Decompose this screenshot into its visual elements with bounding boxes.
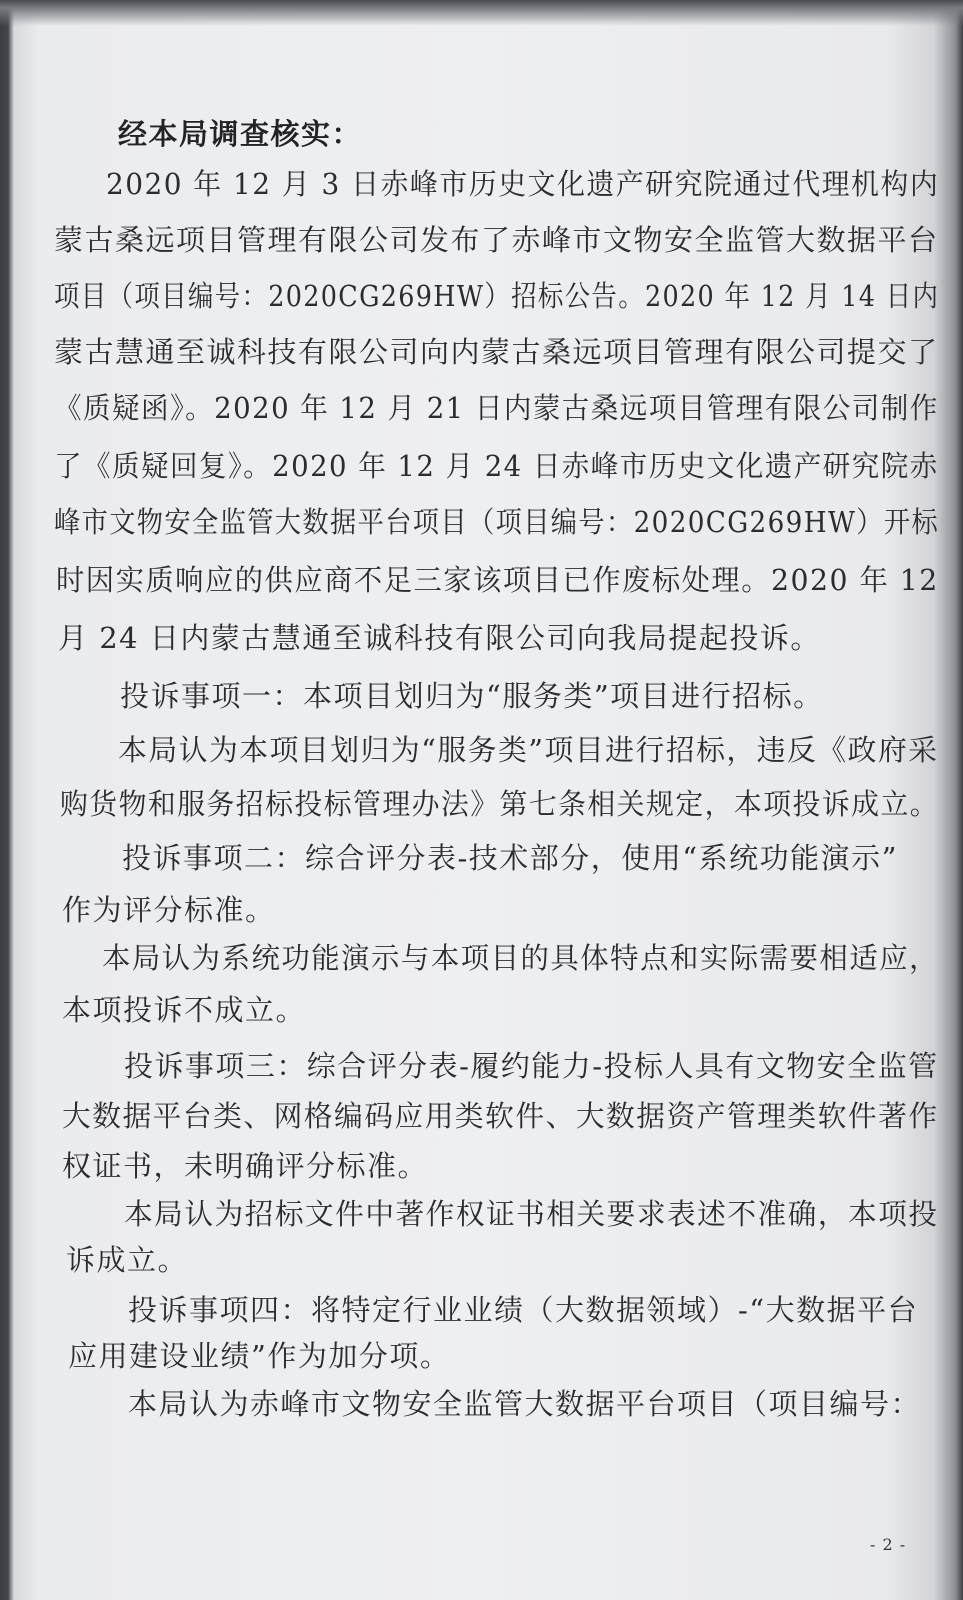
paragraph-line: 购货物和服务招标投标管理办法》第七条相关规定，本项投诉成立。 <box>60 787 940 821</box>
paragraph-line: 项目（项目编号：2020CG269HW）招标公告。2020 年 12 月 14 日内 <box>54 279 940 313</box>
paragraph-line: 本局认为招标文件中著作权证书相关要求表述不准确，本项投 <box>124 1197 939 1231</box>
section-heading: 经本局调查核实： <box>118 117 363 151</box>
paragraph-line: 作为评分标准。 <box>62 893 276 927</box>
paragraph-line: 峰市文物安全监管大数据平台项目（项目编号：2020CG269HW）开标 <box>54 505 940 539</box>
complaint-item-heading: 投诉事项一：本项目划归为“服务类”项目进行招标。 <box>120 679 824 713</box>
complaint-item-heading: 投诉事项二：综合评分表-技术部分，使用“系统功能演示” <box>122 841 898 875</box>
paragraph-line: 应用建设业绩”作为加分项。 <box>68 1339 451 1373</box>
page-number: - 2 - <box>870 1535 907 1554</box>
complaint-item-heading: 投诉事项四：将特定行业业绩（大数据领域）-“大数据平台 <box>128 1293 919 1327</box>
paragraph-line: 了《质疑回复》。2020 年 12 月 24 日赤峰市历史文化遗产研究院赤 <box>54 449 939 483</box>
paragraph-line: 蒙古桑远项目管理有限公司发布了赤峰市文物安全监管大数据平台 <box>54 223 939 257</box>
paragraph-line: 本局认为赤峰市文物安全监管大数据平台项目（项目编号： <box>128 1387 922 1421</box>
paragraph-line: 本项投诉不成立。 <box>62 993 307 1027</box>
document-page <box>40 0 955 1600</box>
paragraph-line: 诉成立。 <box>66 1243 189 1277</box>
paragraph-line: 本局认为系统功能演示与本项目的具体特点和实际需要相适应， <box>102 941 940 975</box>
paragraph-line: 《质疑函》。2020 年 12 月 21 日内蒙古桑远项目管理有限公司制作 <box>54 391 939 425</box>
paragraph-line: 本局认为本项目划归为“服务类”项目进行招标，违反《政府采 <box>118 733 939 767</box>
paragraph-line: 时因实质响应的供应商不足三家该项目已作废标处理。2020 年 12 <box>56 563 939 597</box>
paragraph-line: 月 24 日内蒙古慧通至诚科技有限公司向我局提起投诉。 <box>58 621 821 655</box>
paragraph-line: 蒙古慧通至诚科技有限公司向内蒙古桑远项目管理有限公司提交了 <box>54 335 939 369</box>
complaint-item-heading: 投诉事项三：综合评分表-履约能力-投标人具有文物安全监管 <box>124 1049 939 1083</box>
paragraph-line: 2020 年 12 月 3 日赤峰市历史文化遗产研究院通过代理机构内 <box>106 167 940 201</box>
paragraph-line: 权证书，未明确评分标准。 <box>62 1149 429 1183</box>
paragraph-line: 大数据平台类、网格编码应用类软件、大数据资产管理类软件著作 <box>62 1099 939 1133</box>
